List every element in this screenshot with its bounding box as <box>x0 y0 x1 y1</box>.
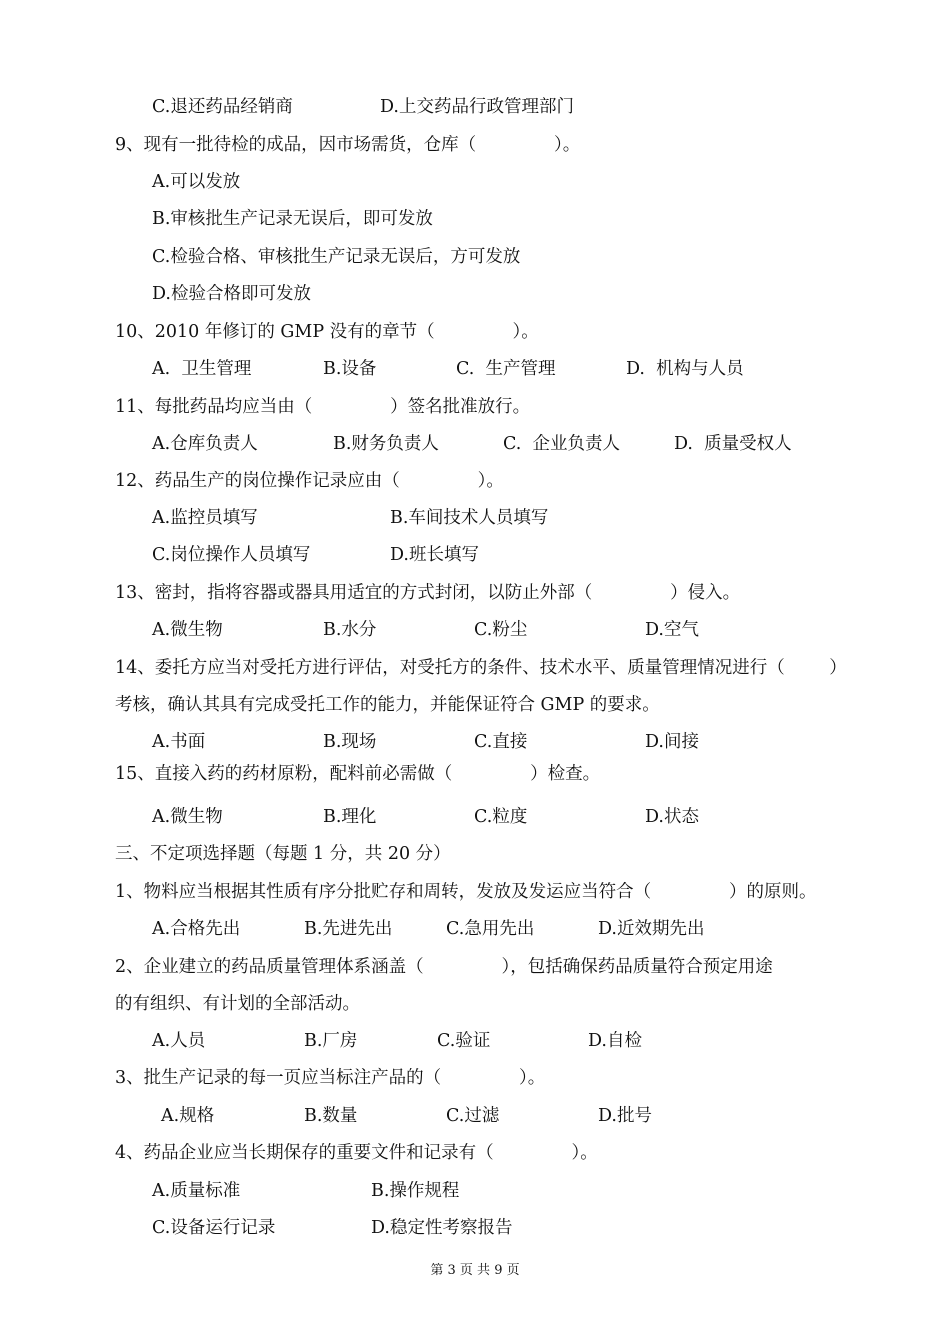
question-4: 4、药品企业应当长期保存的重要文件和记录有（ ）。 <box>115 1143 598 1163</box>
option-c: C.过滤 <box>446 1106 500 1126</box>
option-c: C.直接 <box>474 732 528 752</box>
question-10: 10、2010 年修订的 GMP 没有的章节（ ）。 <box>115 322 539 342</box>
option-d: D.上交药品行政管理部门 <box>380 97 574 117</box>
option-a: A.微生物 <box>152 807 223 827</box>
option-c: C. 企业负责人 <box>503 434 620 454</box>
option-d: D.空气 <box>645 620 699 640</box>
option-c: C. 生产管理 <box>456 359 556 379</box>
option-a: A.仓库负责人 <box>152 434 258 454</box>
option-c: C.粉尘 <box>474 620 528 640</box>
option-c: C.验证 <box>437 1031 491 1051</box>
option-a: A. 卫生管理 <box>152 359 252 379</box>
option-d: D.稳定性考察报告 <box>371 1218 513 1238</box>
option-b: B.水分 <box>323 620 377 640</box>
question-13: 13、密封，指将容器或器具用适宜的方式封闭，以防止外部（ ）侵入。 <box>115 583 741 603</box>
option-d: D.近效期先出 <box>598 919 705 939</box>
question-2-continued: 的有组织、有计划的全部活动。 <box>115 994 360 1014</box>
option-a: A.微生物 <box>152 620 223 640</box>
option-b: B.设备 <box>323 359 377 379</box>
option-d: D.批号 <box>598 1106 652 1126</box>
question-14-continued: 考核，确认其具有完成受托工作的能力，并能保证符合 GMP 的要求。 <box>115 695 660 715</box>
option-b: B.操作规程 <box>371 1181 460 1201</box>
section-heading: 三、不定项选择题（每题 1 分，共 20 分） <box>115 844 451 864</box>
question-1: 1、物料应当根据其性质有序分批贮存和周转，发放及发运应当符合（ ）的原则。 <box>115 882 817 902</box>
option-a: A.合格先出 <box>152 919 241 939</box>
option-d: D. 质量受权人 <box>674 434 792 454</box>
option-b: B.现场 <box>323 732 377 752</box>
option-a: A.书面 <box>152 732 206 752</box>
option-d: D.间接 <box>645 732 699 752</box>
question-3: 3、批生产记录的每一页应当标注产品的（ ）。 <box>115 1068 546 1088</box>
option-b: B.审核批生产记录无误后，即可发放 <box>152 209 433 229</box>
question-11: 11、每批药品均应当由（ ）签名批准放行。 <box>115 397 531 417</box>
question-12: 12、药品生产的岗位操作记录应由（ ）。 <box>115 471 504 491</box>
question-14: 14、委托方应当对受托方进行评估，对受托方的条件、技术水平、质量管理情况进行（ ） <box>115 658 847 678</box>
option-c: C.检验合格、审核批生产记录无误后，方可发放 <box>152 247 521 267</box>
option-b: B.车间技术人员填写 <box>390 508 549 528</box>
option-c: C.退还药品经销商 <box>152 97 293 117</box>
option-a: A.质量标准 <box>152 1181 241 1201</box>
option-a: A.可以发放 <box>152 172 241 192</box>
option-a: A.人员 <box>152 1031 206 1051</box>
option-d: D.自检 <box>588 1031 642 1051</box>
question-2: 2、企业建立的药品质量管理体系涵盖（ ），包括确保药品质量符合预定用途 <box>115 957 773 977</box>
option-d: D. 机构与人员 <box>626 359 744 379</box>
option-c: C.急用先出 <box>446 919 535 939</box>
option-b: B.厂房 <box>304 1031 358 1051</box>
option-a: A.监控员填写 <box>152 508 258 528</box>
page-number: 第 3 页 共 9 页 <box>430 1263 520 1278</box>
option-d: D.检验合格即可发放 <box>152 284 311 304</box>
option-c: C.设备运行记录 <box>152 1218 276 1238</box>
option-a: A.规格 <box>161 1106 215 1126</box>
option-b: B.先进先出 <box>304 919 393 939</box>
option-b: B.财务负责人 <box>333 434 439 454</box>
question-9: 9、现有一批待检的成品，因市场需货，仓库（ ）。 <box>115 135 581 155</box>
option-c: C.岗位操作人员填写 <box>152 545 311 565</box>
option-d: D.班长填写 <box>390 545 479 565</box>
option-b: B.数量 <box>304 1106 358 1126</box>
option-d: D.状态 <box>645 807 699 827</box>
question-15: 15、直接入药的药材原粉，配料前必需做（ ）检查。 <box>115 764 601 784</box>
option-c: C.粒度 <box>474 807 528 827</box>
option-b: B.理化 <box>323 807 377 827</box>
